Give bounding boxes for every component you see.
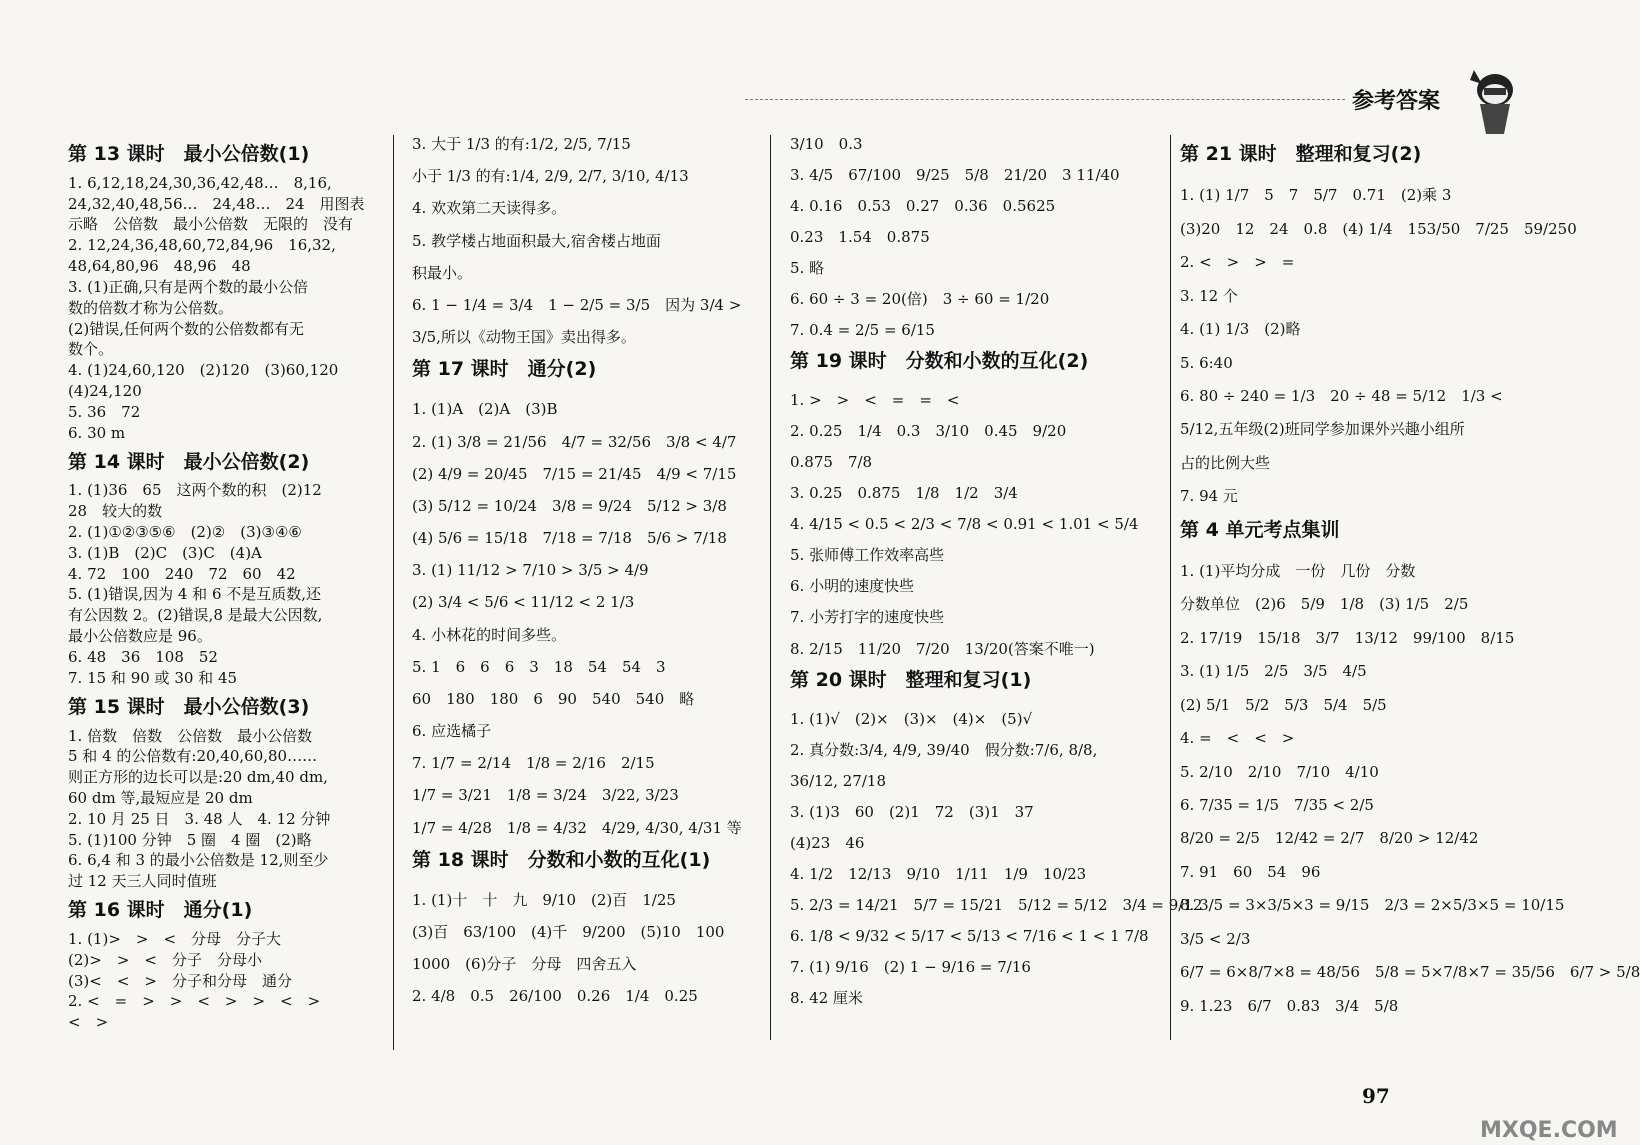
answer-line: 3/10 0.3 xyxy=(790,135,863,153)
answer-line: 6. 60 ÷ 3 = 20(倍) 3 ÷ 60 = 1/20 xyxy=(790,290,1050,309)
answer-line: 示略 公倍数 最小公倍数 无限的 没有 xyxy=(68,215,354,234)
answer-line: 4. 0.16 0.53 0.27 0.36 0.5625 xyxy=(790,197,1056,216)
answer-line: 5. 教学楼占地面积最大,宿舍楼占地面 xyxy=(412,231,661,250)
answer-line: 1. > > < = = < xyxy=(790,391,960,410)
answer-line: (4)23 46 xyxy=(790,833,865,852)
answer-line: 6. 1/8 < 9/32 < 5/17 < 5/13 < 7/16 < 1 < 1 7/8 xyxy=(790,926,1149,945)
answer-line: 5. (1)错误,因为 4 和 6 不是互质数,还 xyxy=(68,585,322,604)
answer-line: 0.23 1.54 0.875 xyxy=(790,228,930,247)
answer-line: 5. 张师傅工作效率高些 xyxy=(790,546,945,565)
answer-line: 60 dm 等,最短应是 20 dm xyxy=(68,788,253,807)
answer-line: 4. 4/15 < 0.5 < 2/3 < 7/8 < 0.91 < 1.01 < 5/4 xyxy=(790,515,1139,534)
lesson-heading: 第 15 课时 最小公倍数(3) xyxy=(68,695,310,718)
answer-line: 48,64,80,96 48,96 48 xyxy=(68,257,251,276)
page-header-title: 参考答案 xyxy=(1352,89,1441,114)
answer-line: 4. = < < > xyxy=(1180,729,1295,748)
answer-line: 3. (1)3 60 (2)1 72 (3)1 37 xyxy=(790,802,1034,821)
answer-line: 2. 12,24,36,48,60,72,84,96 16,32, xyxy=(68,236,336,255)
answer-column-3 xyxy=(790,135,1203,1020)
answer-column-2 xyxy=(412,135,762,1020)
column-divider xyxy=(393,135,394,1050)
answer-line: 7. 1/7 = 2/14 1/8 = 2/16 2/15 xyxy=(412,754,655,773)
answer-line: 过 12 天三人同时值班 xyxy=(68,872,217,891)
answer-line: 占的比例大些 xyxy=(1180,453,1271,472)
answer-line: 5. 36 72 xyxy=(68,402,141,421)
answer-line: 分数单位 (2)6 5/9 1/8 (3) 1/5 2/5 xyxy=(1180,595,1469,614)
answer-line: 1. (1)A (2)A (3)B xyxy=(412,400,558,419)
answer-line: 36/12, 27/18 xyxy=(790,771,886,790)
answer-line: 6. 应选橘子 xyxy=(412,722,492,741)
answer-line: 4. 小林花的时间多些。 xyxy=(412,625,567,644)
answer-line: 3. (1)正确,只有是两个数的最小公倍 xyxy=(68,277,309,296)
answer-line: 4. 72 100 240 72 60 42 xyxy=(68,564,296,583)
answer-line: 3. (1)B (2)C (3)C (4)A xyxy=(68,543,262,562)
answer-line: 1/7 = 4/28 1/8 = 4/32 4/29, 4/30, 4/31 等 xyxy=(412,818,742,837)
answer-line: 2. 10 月 25 日 3. 48 人 4. 12 分钟 xyxy=(68,809,331,828)
answer-line: 3. (1) 1/5 2/5 3/5 4/5 xyxy=(1180,662,1367,681)
page-number: 97 xyxy=(1362,1084,1390,1108)
lesson-heading: 第 16 课时 通分(1) xyxy=(68,899,253,922)
answer-line: 7. 0.4 = 2/5 = 6/15 xyxy=(790,321,935,340)
answer-line: 3/5 < 2/3 xyxy=(1180,929,1251,948)
answer-line: 数的倍数才称为公倍数。 xyxy=(68,298,234,317)
answer-line: 0.875 7/8 xyxy=(790,453,873,472)
answer-line: 有公因数 2。(2)错误,8 是最大公因数, xyxy=(68,606,323,625)
answer-line: 4. 1/2 12/13 9/10 1/11 1/9 10/23 xyxy=(790,864,1087,883)
answer-line: 小于 1/3 的有:1/4, 2/9, 2/7, 3/10, 4/13 xyxy=(412,167,689,186)
answer-line: 1. (1)36 65 这两个数的积 (2)12 xyxy=(68,481,322,500)
lesson-heading: 第 21 课时 整理和复习(2) xyxy=(1180,143,1422,165)
answer-line: < > xyxy=(68,1013,109,1032)
answer-line: 1. (1)√ (2)× (3)× (4)× (5)√ xyxy=(790,709,1033,728)
answer-line: 2. < > > = xyxy=(1180,253,1295,272)
lesson-heading: 第 20 课时 整理和复习(1) xyxy=(790,668,1032,691)
answer-line: 5. 1 6 6 6 3 18 54 54 3 xyxy=(412,657,666,676)
lesson-heading: 第 19 课时 分数和小数的互化(2) xyxy=(790,350,1089,373)
answer-line: 5. 略 xyxy=(790,259,825,278)
answer-line: 4. (1)24,60,120 (2)120 (3)60,120 xyxy=(68,361,339,380)
answer-line: 2. 4/8 0.5 26/100 0.26 1/4 0.25 xyxy=(412,987,698,1006)
answer-line: 1000 (6)分子 分母 四舍五入 xyxy=(412,955,637,974)
answer-line: (2) 5/1 5/2 5/3 5/4 5/5 xyxy=(1180,695,1387,714)
answer-line: (3)< < > 分子和分母 通分 xyxy=(68,971,292,990)
answer-line: 3/5,所以《动物王国》卖出得多。 xyxy=(412,328,636,347)
lesson-heading: 第 14 课时 最小公倍数(2) xyxy=(68,450,310,473)
answer-line: 1. 6,12,18,24,30,36,42,48… 8,16, xyxy=(68,173,332,192)
answer-line: 1. (1)平均分成 一份 几份 分数 xyxy=(1180,562,1416,581)
answer-line: 3. 4/5 67/100 9/25 5/8 21/20 3 11/40 xyxy=(790,166,1120,185)
answer-line: 6/7 = 6×8/7×8 = 48/56 5/8 = 5×7/8×7 = 35/56 6/7 > 5/8 xyxy=(1180,963,1640,982)
answer-line: 2. 真分数:3/4, 4/9, 39/40 假分数:7/6, 8/8, xyxy=(790,740,1098,759)
answer-line: (4)24,120 xyxy=(68,381,142,400)
answer-line: 5. 6:40 xyxy=(1180,353,1233,372)
answer-line: 3. 大于 1/3 的有:1/2, 2/5, 7/15 xyxy=(412,135,631,153)
answer-line: 8. 2/15 11/20 7/20 13/20(答案不唯一) xyxy=(790,639,1095,658)
answer-line: 7. 91 60 54 96 xyxy=(1180,862,1321,881)
answer-line: 数个。 xyxy=(68,340,114,359)
answer-line: 7. (1) 9/16 (2) 1 − 9/16 = 7/16 xyxy=(790,957,1031,976)
answer-line: 6. 1 − 1/4 = 3/4 1 − 2/5 = 3/5 因为 3/4 > xyxy=(412,295,742,314)
lesson-heading: 第 18 课时 分数和小数的互化(1) xyxy=(412,848,711,871)
answer-line: (3)百 63/100 (4)千 9/200 (5)10 100 xyxy=(412,923,725,942)
answer-line: (3) 5/12 = 10/24 3/8 = 9/24 5/12 > 3/8 xyxy=(412,496,727,515)
answer-line: (2)> > < 分子 分母小 xyxy=(68,950,262,969)
answer-line: 3. 12 个 xyxy=(1180,286,1238,305)
answer-line: 6. 80 ÷ 240 = 1/3 20 ÷ 48 = 5/12 1/3 < xyxy=(1180,386,1503,405)
answer-line: 2. 0.25 1/4 0.3 3/10 0.45 9/20 xyxy=(790,422,1067,441)
answer-line: 2. (1) 3/8 = 21/56 4/7 = 32/56 3/8 < 4/7 xyxy=(412,432,737,451)
watermark: MXQE.COM xyxy=(1480,1118,1618,1143)
answer-line: 2. (1)①②③⑤⑥ (2)② (3)③④⑥ xyxy=(68,523,302,541)
answer-line: 24,32,40,48,56… 24,48… 24 用图表 xyxy=(68,194,365,213)
lesson-heading: 第 17 课时 通分(2) xyxy=(412,358,597,381)
answer-line: 1. (1) 1/7 5 7 5/7 0.71 (2)乘 3 xyxy=(1180,186,1452,205)
answer-line: 6. 48 36 108 52 xyxy=(68,647,218,666)
column-divider xyxy=(1170,135,1171,1040)
answer-line: 3. (1) 11/12 > 7/10 > 3/5 > 4/9 xyxy=(412,561,649,580)
answer-line: (2) 3/4 < 5/6 < 11/12 < 2 1/3 xyxy=(412,593,635,612)
answer-line: 1. 倍数 倍数 公倍数 最小公倍数 xyxy=(68,726,313,745)
answer-line: 5. 2/10 2/10 7/10 4/10 xyxy=(1180,762,1379,781)
mascot-icon xyxy=(1460,60,1530,140)
answer-line: 6. 30 m xyxy=(68,423,126,442)
answer-line: 1/7 = 3/21 1/8 = 3/24 3/22, 3/23 xyxy=(412,786,679,805)
answer-line: 7. 15 和 90 或 30 和 45 xyxy=(68,668,238,687)
answer-line: 1. (1)十 十 九 9/10 (2)百 1/25 xyxy=(412,890,676,909)
answer-line: 7. 94 元 xyxy=(1180,487,1238,506)
answer-column-1 xyxy=(68,135,388,1034)
lesson-heading: 第 13 课时 最小公倍数(1) xyxy=(68,143,310,165)
answer-line: (4) 5/6 = 15/18 7/18 = 7/18 5/6 > 7/18 xyxy=(412,529,727,548)
answer-line: (3)20 12 24 0.8 (4) 1/4 153/50 7/25 59/250 xyxy=(1180,219,1577,238)
answer-column-4 xyxy=(1180,135,1640,1030)
answer-line: 最小公倍数应是 96。 xyxy=(68,627,212,646)
answer-line: 9. 1.23 6/7 0.83 3/4 5/8 xyxy=(1180,996,1399,1015)
answer-line: 积最小。 xyxy=(412,263,473,282)
answer-line: (2) 4/9 = 20/45 7/15 = 21/45 4/9 < 7/15 xyxy=(412,464,737,483)
answer-line: 5/12,五年级(2)班同学参加课外兴趣小组所 xyxy=(1180,420,1465,439)
answer-line: 60 180 180 6 90 540 540 略 xyxy=(412,689,695,708)
answer-line: 5 和 4 的公倍数有:20,40,60,80…… xyxy=(68,747,318,766)
lesson-heading: 第 4 单元考点集训 xyxy=(1180,518,1340,541)
answer-line: 8. 3/5 = 3×3/5×3 = 9/15 2/3 = 2×5/3×5 = 10/15 xyxy=(1180,896,1565,915)
header-dashed-line xyxy=(745,99,1345,100)
answer-line: 7. 小芳打字的速度快些 xyxy=(790,608,945,627)
answer-line: 5. (1)100 分钟 5 圈 4 圈 (2)略 xyxy=(68,830,312,849)
answer-line: 则正方形的边长可以是:20 dm,40 dm, xyxy=(68,768,328,787)
answer-line: 8/20 = 2/5 12/42 = 2/7 8/20 > 12/42 xyxy=(1180,829,1479,848)
answer-line: 5. 2/3 = 14/21 5/7 = 15/21 5/12 = 5/12 3/4 = 9/12 xyxy=(790,895,1203,914)
answer-line: 1. (1)> > < 分母 分子大 xyxy=(68,930,282,948)
answer-line: 2. < = > > < > > < > xyxy=(68,992,321,1011)
answer-line: (2)错误,任何两个数的公倍数都有无 xyxy=(68,319,305,338)
answer-line: 6. 6,4 和 3 的最小公倍数是 12,则至少 xyxy=(68,851,329,870)
answer-line: 8. 42 厘米 xyxy=(790,988,863,1007)
answer-line: 4. (1) 1/3 (2)略 xyxy=(1180,320,1301,339)
answer-line: 6. 7/35 = 1/5 7/35 < 2/5 xyxy=(1180,796,1374,815)
answer-line: 3. 0.25 0.875 1/8 1/2 3/4 xyxy=(790,484,1018,503)
answer-line: 28 较大的数 xyxy=(68,502,163,521)
answer-line: 6. 小明的速度快些 xyxy=(790,577,915,596)
answer-line: 2. 17/19 15/18 3/7 13/12 99/100 8/15 xyxy=(1180,628,1515,647)
column-divider xyxy=(770,135,771,1040)
answer-line: 4. 欢欢第二天读得多。 xyxy=(412,199,567,218)
